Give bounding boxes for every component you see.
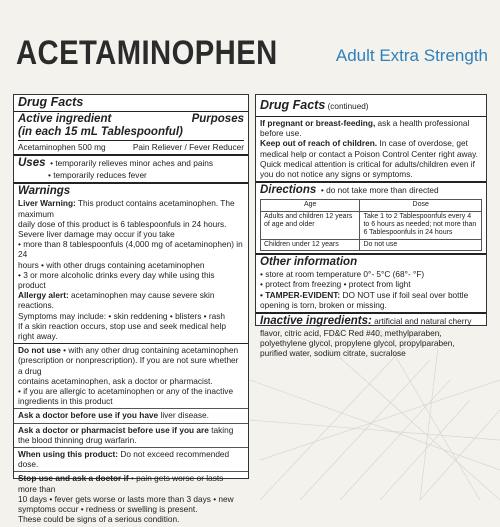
allergy-alert: Allergy alert: acetaminophen may cause severe skin reactions. Symptoms may include: • skin reddening • blisters • rash If a skin reaction occurs, stop use and seek medical help right away. (18, 290, 226, 342)
ingredient: Acetaminophen 500 mg (18, 142, 106, 152)
stop-use-section: Stop use and ask a doctor if • pain gets worse or lasts more than 10 days • fever gets worse or lasts more than 3 days • new symptoms occur • redness or swelling is present. These could be signs of a serious condition. (18, 473, 234, 525)
table-cell: Adults and children 12 years of age and older (261, 211, 360, 239)
table-cell: Take 1 to 2 Tablespoonfuls every 4 to 6 hours as needed; not more than 6 Tablespoonfuls in 24 hours (360, 211, 482, 239)
purposes-heading: Purposes (191, 113, 244, 125)
table-header: Age (261, 200, 360, 211)
warnings-section (14, 184, 248, 344)
active-ingredient-sub: (in each 15 mL Tablespoonful) (18, 126, 183, 138)
directions-heading: Directions (260, 184, 317, 197)
uses-item: • temporarily reduces fever (48, 170, 147, 181)
table-header: Dose (360, 200, 482, 211)
inactive-ingredients-section: Inactive ingredients: artificial and natural cherry flavor, citric acid, FD&C Red #40, methylparaben, polyethylene glycol, propylene glycol, propylparaben, purified water, sodium citrate, sucralose (260, 315, 472, 359)
active-ingredient-section (14, 112, 248, 156)
other-info-section: Other information • store at room temperature 0°- 5°C (68°- °F) • protect from freezing • protect from light • TAMPER-EVIDENT: DO NOT use if foil seal over bottle opening is torn, broken or missing. (256, 255, 486, 314)
ask-doctor-section: Ask a doctor before use if you have liver disease. (14, 409, 248, 423)
inactive-heading: Inactive ingredients: (260, 315, 372, 328)
table-row (261, 239, 482, 250)
uses-heading: Uses (18, 157, 46, 170)
directions-note: • do not take more than directed (320, 185, 439, 196)
drug-facts-title-section (14, 95, 248, 112)
pregnancy-section: If pregnant or breast-feeding, ask a health professional before use. Keep out of reach of children. In case of overdose, get medical help or contact a Poison Control Center right away. Quick medical attention is critical for adults/children even if you do not notice any signs or symptoms. (256, 117, 486, 183)
drug-facts-continued-title: Drug Facts (260, 98, 326, 112)
active-ingredient-heading: Active ingredient (18, 113, 112, 125)
liver-warning: Liver Warning: This product contains acetaminophen. The maximum daily dose of this product is 6 tablespoonfuls in 24 hours. Severe liver damage may occur if you take • more than 8 tablespoonfuls (4,000 mg of acetaminophen) in 24 hours • with other drugs containing acetaminophen • 3 or more alcoholic drinks every day while using this product (18, 198, 243, 291)
drug-facts-panel (13, 94, 249, 525)
continued-title-section (256, 95, 486, 117)
when-using-section: When using this product: Do not exceed recommended dose. (14, 448, 248, 472)
uses-item: • temporarily relieves minor aches and pains (50, 158, 214, 169)
warnings-heading: Warnings (18, 185, 71, 198)
ask-pharmacist-section: Ask a doctor or pharmacist before use if you are taking the blood thinning drug warfarin. (14, 424, 248, 448)
do-not-use-section: Do not use • with any other drug containing acetaminophen (prescription or nonprescription). If you are not sure whether a drug contains acetaminophen, ask a doctor or pharmacist. • if you are allergic to acetaminophen or any of the inactive ingredients in this product (14, 344, 248, 409)
strength-label: Adult Extra Strength (335, 46, 488, 65)
purpose: Pain Reliever / Fever Reducer (132, 142, 244, 152)
product-name: ACETAMINOPHEN (16, 34, 278, 72)
other-info-heading: Other information (260, 256, 358, 269)
table-cell: Do not use (360, 239, 482, 250)
uses-section (14, 156, 248, 184)
directions-section (256, 183, 486, 255)
table-cell: Children under 12 years (261, 239, 360, 250)
table-row (261, 211, 482, 239)
drug-facts-continued-panel (255, 94, 487, 359)
directions-table (260, 199, 482, 251)
continued-suffix: (continued) (325, 102, 369, 111)
drug-facts-title: Drug Facts (18, 95, 84, 109)
